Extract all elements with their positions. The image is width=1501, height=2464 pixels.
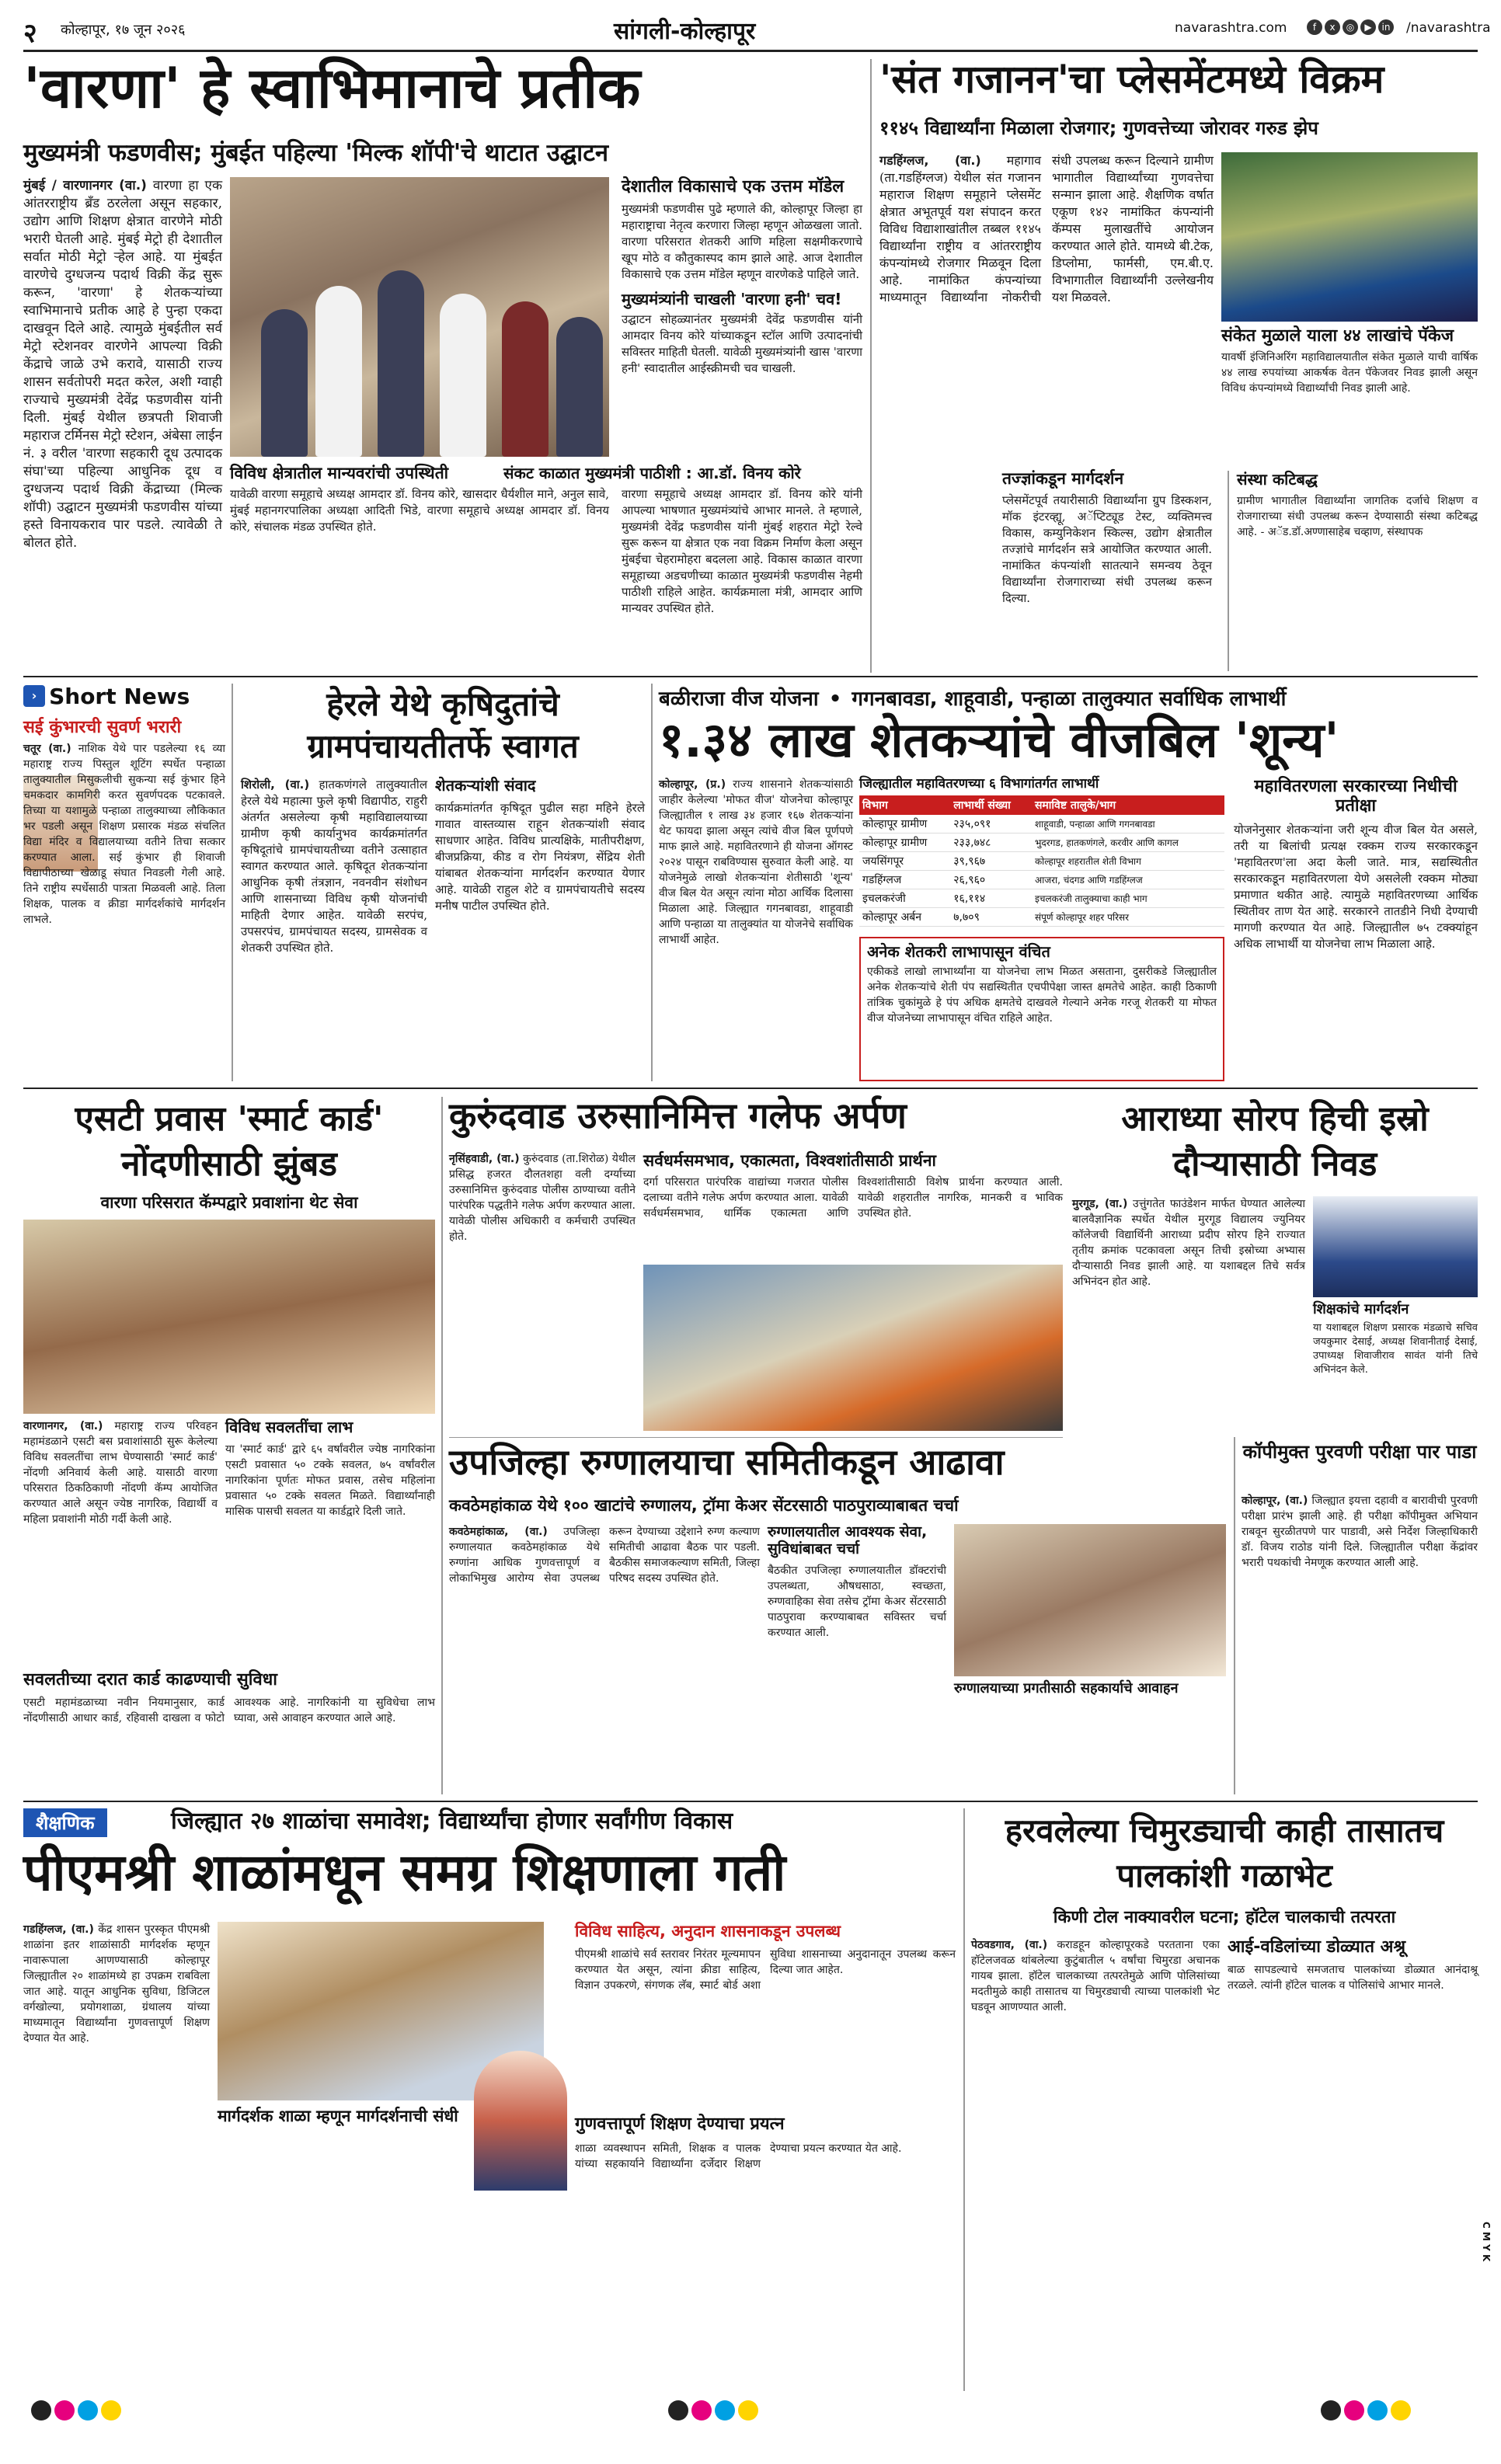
kavathe-caption: रुग्णालयाच्या प्रगतीसाठी सहकार्याचे आवाहन [954,1680,1179,1697]
varana-side-body: मुख्यमंत्री फडणवीस पुढे म्हणाले की, कोल्हापूर जिल्हा हा महाराष्ट्राचा नेतृत्व करणारा जिल्हा म्हणून ओळखला जातो. वारणा परिसरात शेतकरी आणि महिला सक्षमीकरणाचे खूप मोठे व कौतुकास्पद काम झाले आहे. आज देशातील विकासाचे एक उत्तम मॉडेल म्हणून वारणेकडे पाहिले जाते. [622,202,862,282]
st-sub2-body: एसटी महामंडळाच्या नवीन नियमानुसार, कार्ड नोंदणीसाठी आधार कार्ड, रहिवासी दाखला व फोटो आवश्यक आहे. नागरिकांनी या सुविधेचा लाभ घ्यावा, असे आवाहन करण्यात आले आहे. [23,1697,435,1724]
copy-body-text: जिल्ह्यात इयत्ता दहावी व बारावीची पुरवणी परीक्षा प्रारंभ झाली आहे. ही परीक्षा कॉपीमुक्त अभियान राबवून सुरळीतपणे पार पाडावी, असे निर्देश जिल्हाधिकारी डॉ. विजय राठोड यांनी दिले. जिल्ह्यातील परीक्षा केंद्रांवर भरारी पथकांची नेमणूक करण्यात आली आहे. [1242,1495,1478,1569]
varana-headline: 'वारणा' हे स्वाभिमानाचे प्रतीक [23,55,641,120]
baliraja-dateline: कोल्हापूर, (प्र.) [659,778,726,791]
short-news-label [23,684,225,715]
gajanan-effort-head: संस्था कटिबद्ध [1237,470,1318,489]
varana-caption: विविध क्षेत्रातील मान्यवरांची उपस्थिती [230,464,449,482]
varana-body [23,177,222,668]
education-col3-head: गुणवत्तापूर्ण शिक्षण देण्याचा प्रयत्न [575,2114,785,2134]
education-body-text: केंद्र शासन पुरस्कृत पीएमश्री शाळांना इतर शाळांसाठी मार्गदर्शक म्हणून नावारूपाला आणण्यासाठी कोल्हापूर जिल्ह्यातील २० शाळांमध्ये हा उपक्रम राबविला जात आहे. यातून आधुनिक सुविधा, डिजिटल वर्गखोल्या, प्रयोगशाळा, ग्रंथालय यांच्या माध्यमातून विद्यार्थ्यांना गुणवत्तापूर्ण शिक्षण देण्यात येत आहे. [23,1923,211,2045]
krishidoot-col2-body: कार्यक्रमांतर्गत कृषिदूत पुढील सहा महिने हेरले गावात वास्तव्यास राहून शेतकऱ्यांशी संवाद साधणार आहेत. विविध प्रात्यक्षिके, मातीपरीक्षण, बीजप्रक्रिया, कीड व रोग नियंत्रण, सेंद्रिय शेती यांबाबत शेतकऱ्यांना मार्गदर्शन करण्यात येणार आहे. यावेळी राहुल शेटे व ग्रामपंचायतीचे सदस्य मनीष पाटील उपस्थित होते. [435,801,645,913]
baliraja-table-title: जिल्ह्यातील महावितरणच्या ६ विभागांतर्गत लाभार्थी [859,776,1099,792]
x-icon[interactable]: x [1325,19,1340,35]
social-handle: /navarashtra [1406,20,1491,36]
varana-photo [230,177,609,457]
chimurdi-box-body: बाळ सापडल्याचे समजताच पालकांच्या डोळ्यात आनंदाश्रू तरळले. त्यांनी हॉटेल चालक व पोलिसांचे आभार मानले. [1228,1964,1478,1992]
table-header: लाभार्थी संख्या [950,795,1032,815]
table-cell-division: गडहिंग्लज [859,870,950,889]
gajanan-body-text: महागाव (ता.गडहिंग्लज) येथील संत गजानन महाराज शिक्षण समूहाने प्लेसमेंट क्षेत्रात अभूतपूर्व यश संपादन करत विविध विद्याशाखांतील तब्बल ११४५ विद्यार्थ्यांना राष्ट्रीय व आंतरराष्ट्रीय कंपन्यांमध्ये रोजगार मिळवून दिला आहे. नामांकित कंपन्यांच्या माध्यमातून विद्यार्थ्यांना नोकरीची संधी उपलब्ध करून दिल्याने ग्रामीण भागातील विद्यार्थ्यांच्या गुणवत्तेचा सन्मान झाला आहे. शैक्षणिक वर्षात एकूण १४२ नामांकित कंपन्यांनी कॅम्पस मुलाखतींचे आयोजन करण्यात आले होते. यामध्ये बी.टेक, डिप्लोमा, फार्मसी, एम.बी.ए. विभागातील विद्यार्थ्यांनी उल्लेखनीय यश मिळवले. [879,153,1214,305]
chimurdi-box-head: आई-वडिलांच्या डोळ्यात अश्रू [1228,1937,1406,1957]
masthead [23,12,1491,51]
education-caption-body [218,2152,559,2385]
baliraja-headline: १.३४ लाख शेतकऱ्यांचे वीजबिल 'शून्य' [659,712,1339,768]
table-header: विभाग [859,795,950,815]
st-col2-head: विविध सवलतींचा लाभ [225,1418,353,1436]
education-title: जिल्ह्यात २७ शाळांचा समावेश; विद्यार्थ्यांचा होणार सर्वांगीण विकास [171,1808,733,1835]
table-row [859,833,1224,851]
table-cell-count: २६,९६० [950,870,1032,889]
baliraja-title2: गगनबावडा, शाहूवाडी, पन्हाळा तालुक्यात सर्वाधिक लाभार्थी [851,687,1287,711]
table-row [859,907,1224,926]
education-label [23,1808,163,1838]
chimurdi-body-text: कराडहून कोल्हापूरकडे परतताना एका हॉटेलजवळ थांबलेल्या कुटुंबातील ५ वर्षांचा चिमुरडा अचानक गायब झाला. हॉटेल चालकाच्या तत्परतेमुळे आणि पोलिसांच्या मदतीमुळे काही तासातच या चिमुरड्याची त्याच्या पालकांशी भेट घडवून आणण्यात आली. [971,1939,1221,2013]
aaradhya-headline: आराध्या सोरप हिची इस्रो दौऱ्यासाठी निवड [1121,1099,1429,1184]
gajanan-guide-head: तज्ज्ञांकडून मार्गदर्शन [1002,469,1124,488]
table-cell-area: इचलकरंजी तालुक्याचा काही भाग [1032,889,1224,907]
varana-caption-long: यावेळी वारणा समूहाचे अध्यक्ष आमदार डॉ. विनय कोरे, खासदार धैर्यशील माने, अनुल सावे, मुंबई महानगरपालिका अध्यक्षा आदिती भिडे, वारणा समूहाचे अध्यक्ष आमदार डॉ. विनय कोरे, संचालक मंडळ उपस्थित होते. [230,487,609,534]
baliraja-body [659,777,853,1081]
krishidoot-headline: हेरले येथे कृषिदुतांचे ग्रामपंचायतीतर्फे स्वागत [307,685,579,765]
table-cell-division: कोल्हापूर ग्रामीण [859,833,950,851]
table-cell-area: संपूर्ण कोल्हापूर शहर परिसर [1032,907,1224,926]
social-icons [1307,19,1396,35]
kavathe-dateline: कवठेमहांकाळ, (वा.) [449,1526,548,1538]
st-body-text: महाराष्ट्र राज्य परिवहन महामंडळाने एसटी बस प्रवाशांसाठी सुरू केलेल्या विविध सवलतींचा लाभ घेण्यासाठी 'स्मार्ट कार्ड' नोंदणी अनिवार्य केली आहे. यासाठी वारणा परिसरात ठिकठिकाणी नोंदणी कॅम्प आयोजित करण्यात आले असून ज्येष्ठ नागरिक, विद्यार्थी व महिला प्रवाशांनी मोठी गर्दी केली आहे. [23,1420,218,1526]
short-news-text: नाशिक येथे पार पडलेल्या १६ व्या महाराष्ट्र राज्य पिस्तुल शूटिंग स्पर्धेत पन्हाळा तालुक्यातील मिसुकलीची सुकन्या सई कुंभार हिने चमकदार कामगिरी करत सुवर्णपदक पटकावले. तिच्या या यशामुळे पन्हाळा तालुक्याच्या लौकिकात भर पडली असून शिक्षण प्रसारक मंडळ संचलित विद्या मंदिर व विद्यालयाच्या वतीने तिचा सत्कार करण्यात आला. सई कुंभार ही शिवाजी विद्यापीठाच्या खेळाडू संघात निवडली गेली आहे. तिने राष्ट्रीय स्पर्धेसाठी पात्रता मिळवली आहे. तिला शिक्षक, पालक व क्रीडा मार्गदर्शकांचे मार्गदर्शन लाभले. [23,743,226,926]
table-cell-area: भुदरगड, हातकणंगले, करवीर आणि कागल [1032,833,1224,851]
kavathe-subhead: कवठेमहांकाळ येथे १०० खाटांचे रुग्णालय, ट्रॉमा केअर सेंटरसाठी पाठपुराव्याबाबत चर्चा [449,1496,959,1515]
kavathe-body-cont [954,1701,1226,1794]
short-news-body [23,741,225,1081]
kurundwad-body-text: कुरुंदवाड (ता.शिरोळ) येथील प्रसिद्ध हजरत दौलतशहा वली दर्ग्याच्या उरुसानिमित्त कुरुंदवाड पोलीस ठाण्याच्या वतीने पारंपरिक पद्धतीने गलेफ अर्पण करण्यात आला. यावेळी पोलीस अधिकारी व कर्मचारी उपस्थित होते. [449,1153,636,1243]
section-title: सांगली-कोल्हापूर [614,18,756,45]
copy-head: कॉपीमुक्त पुरवणी परीक्षा पार पाडा [1242,1441,1477,1463]
table-cell-division: जयसिंगपूर [859,851,950,870]
varana-crisis-head: संकट काळात मुख्यमंत्री पाठीशी : आ.डॉ. विनय कोरे [503,464,801,482]
varana-crisis-body: वारणा समूहाचे अध्यक्ष आमदार डॉ. विनय कोरे यांनी आपल्या भाषणात मुख्यमंत्र्यांचे आभार मानले. ते म्हणाले, मुख्यमंत्री देवेंद्र फडणवीस यांनी मुंबई शहरात मेट्रो रेल्वे सुरू करून या क्षेत्रात एक नवा विक्रम निर्माण केला असून मुंबईचा चेहरामोहरा बदलला आहे. विकास काळात वारणा समूहाच्या अडचणीच्या काळात मुख्यमंत्री फडणवीस नेहमी पाठीशी राहिले आहेत. कार्यक्रमाला मंत्री, आमदार आणि मान्यवर उपस्थित होते. [622,487,862,615]
education-tag: शैक्षणिक [23,1808,107,1837]
baliraja-right-body: योजनेनुसार शेतकऱ्यांना जरी शून्य वीज बिल येत असले, तरी या बिलांची प्रत्यक्ष रक्कम राज्य सरकारकडून 'महावितरण'ला अदा केली जाते. मात्र, सद्यस्थितीत सरकारकडून महावितरणला येणे असलेली रक्कम मोठ्या प्रमाणात थकीत आहे. त्यामुळे महावितरणच्या आर्थिक स्थितीवर ताण येत आहे. सरकारने तातडीने निधी देण्याची मागणी करण्यात येत आहे. जिल्ह्यातील ७५ टक्क्यांहून अधिक लाभार्थी या योजनेचा लाभ मिळाला आहे. [1234,823,1478,951]
education-body [23,1922,210,2388]
chimurdi-headline: हरवलेल्या चिमुरड्याची काही तासातच पालकांशी गळाभेट [1005,1811,1444,1895]
copy-dateline: कोल्हापूर, (वा.) [1242,1495,1308,1507]
gajanan-effort [1228,471,1478,671]
chimurdi-dateline: पेठवडगाव, (वा.) [971,1939,1048,1951]
aaradhya-box-head: शिक्षकांचे मार्गदर्शन [1313,1301,1409,1317]
kavathe-body [449,1524,760,1794]
date-line: कोल्हापूर, १७ जून २०२६ [61,22,186,38]
table-cell-count: ३९,९६७ [950,851,1032,870]
baliraja-titlebar: बळीराजा वीज योजना • गगनबावडा, शाहूवाडी, पन्हाळा तालुक्यात सर्वाधिक लाभार्थी [659,687,1287,711]
table-header: समाविष्ट तालुके/भाग [1032,795,1224,815]
varana-subhead: मुख्यमंत्री फडणवीस; मुंबईत पहिल्या 'मिल्क शॉपी'चे थाटात उद्घाटन [23,139,609,167]
kavathe-headline: उपजिल्हा रुग्णालयाचा समितीकडून आढावा [449,1441,1005,1483]
aaradhya-photo [1313,1196,1478,1297]
cmyk-mark: C M Y K [1481,2222,1492,2262]
aaradhya-box-body: या यशाबद्दल शिक्षण प्रसारक मंडळाचे सचिव जयकुमार देसाई, अध्यक्ष शिवानीताई देसाई, उपाध्यक्ष शिवाजीराव सावंत यांनी तिचे अभिनंदन केले. [1313,1321,1478,1376]
table-cell-division: कोल्हापूर ग्रामीण [859,815,950,834]
table-cell-count: ७,७०९ [950,907,1032,926]
table-cell-area: कोल्हापूर शहरातील शेती विभाग [1032,851,1224,870]
baliraja-right-head: महावितरणला सरकारच्या निधीची प्रतीक्षा [1254,777,1457,816]
krishidoot-dateline: शिरोली, (वा.) [241,778,310,792]
baliraja-box [859,937,1224,1081]
krishidoot-body-text: हातकणंगले तालुक्यातील हेरले येथे महात्मा फुले कृषी विद्यापीठ, राहुरी अंतर्गत असलेल्या कृषी महाविद्यालयाच्या ग्रामीण कृषी कार्यानुभव कार्यक्रमांतर्गत कृषिदूतांचे ग्रामपंचायतीच्या वतीने उत्साहात स्वागत करण्यात आले. कृषिदूत शेतकऱ्यांना आधुनिक कृषी तंत्रज्ञान, नवनवीन संशोधन आणि शासनाच्या विविध कृषी योजनांची माहिती देणार आहेत. यावेळी सरपंच, उपसरपंच, ग्रामपंचायत सदस्य, ग्रामसेवक व शेतकरी उपस्थित होते. [241,778,427,955]
kurundwad-photo [643,1265,1063,1431]
education-dateline: गडहिंग्लज, (वा.) [23,1923,94,1936]
baliraja-body-text: राज्य शासनाने शेतकऱ्यांसाठी जाहीर केलेल्या 'मोफत वीज' योजनेचा कोल्हापूर जिल्ह्यातील १ लाख ३४ हजार १६७ शेतकऱ्यांना थेट फायदा झाला असून त्यांचे वीज बिल पूर्णपणे माफ झाले आहे. महावितरणाने ही योजना ऑगस्ट २०२४ पासून राबविण्यास सुरुवात केली आहे. या योजनेमुळे लाखो शेतकऱ्यांना शेतीसाठी 'शून्य' वीज बिल येत असून त्यांना मोठा आर्थिक दिलासा मिळाला आहे. जिल्ह्यात गगनबावडा, शाहूवाडी आणि पन्हाळा या तालुक्यांत या योजनेचे सर्वाधिक लाभार्थी आहेत. [659,778,853,946]
kurundwad-col2-head: सर्वधर्मसमभाव, एकात्मता, विश्वशांतीसाठी प्रार्थना [643,1151,936,1170]
short-news-title: Short News [49,684,190,709]
kurundwad-headline: कुरुंदवाड उरुसानिमित्त गलेफ अर्पण [449,1095,907,1136]
kavathe-photo [954,1524,1226,1676]
kurundwad-body [449,1151,636,1431]
st-subhead: वारणा परिसरात कॅम्पद्वारे प्रवाशांना थेट सेवा [100,1193,358,1212]
kavathe-col2-body: बैठकीत उपजिल्हा रुग्णालयातील डॉक्टरांची उपलब्धता, औषधसाठा, स्वच्छता, रुग्णवाहिका सेवा तसेच ट्रॉमा केअर सेंटरसाठी पाठपुरावा करण्याबाबत सविस्तर चर्चा करण्यात आली. [768,1564,946,1639]
gajanan-guide-body: प्लेसमेंटपूर्व तयारीसाठी विद्यार्थ्यांना ग्रुप डिस्कशन, मॉक इंटरव्ह्यू, अॅप्टिट्यूड टेस्ट, व्यक्तिमत्त्व विकास, कम्युनिकेशन स्किल्स, उद्योग क्षेत्रातील तज्ज्ञांचे मार्गदर्शन सत्रे आयोजित करण्यात आली. नामांकित कंपन्यांशी सातत्याने समन्वय ठेवून विद्यार्थ्यांना रोजगाराच्या संधी उपलब्ध करून दिल्या. [1002,493,1212,605]
linkedin-icon[interactable]: in [1378,19,1394,35]
short-news-head: सई कुंभारची सुवर्ण भरारी [23,718,182,737]
website[interactable]: navarashtra.com [1175,20,1287,36]
beneficiary-table [859,795,1224,927]
table-row [859,870,1224,889]
copy-body [1242,1493,1478,1794]
education-col2-head: विविध साहित्य, अनुदान शासनाकडून उपलब्ध [575,1922,841,1940]
varana-side-head: देशातील विकासाचे एक उत्तम मॉडेल [622,177,845,197]
varana-body-text: वारणा हा एक आंतरराष्ट्रीय ब्रँड ठरलेला असून सहकार, उद्योग आणि शिक्षण क्षेत्रात वारणेने मोठी भरारी घेतली आहे. मुंबई मेट्रो ही देशातील सर्वात मोठी मेट्रो ऱ्हेल आहे. या मुंबईत वारणेचे दुग्धजन्य पदार्थ विक्री केंद्र सुरू करून, 'वारणा' हे शेतकऱ्यांच्या स्वाभिमानाचे प्रतीक आहे हे पुन्हा एकदा दाखवून दिले आहे. त्यामुळे मुंबईतील सर्व मेट्रो स्टेशनवर वारणेने आपल्या विक्री केंद्राचे जाळे उभे करावे, यासाठी राज्य शासन सर्वतोपरी मदत करेल, अशी ग्वाही राज्याचे मुख्यमंत्री देवेंद्र फडणवीस यांनी दिली. मुंबई येथील छत्रपती शिवाजी महाराज टर्मिनस मेट्रो स्टेशन, अंबेसा लाईन नं. ३ वरील 'वारणा सहकारी दूध उत्पादक संघा'च्या पहिल्या आधुनिक दूध व दुग्धजन्य पदार्थ विक्री केंद्राच्या (मिल्क शॉपी) उद्घाटन मुख्यमंत्री फडणवीस यांच्या हस्ते विनायकराव पार पडले. त्यावेळी ते बोलत होते. [23,178,223,551]
table-cell-division: इचलकरंजी [859,889,950,907]
table-cell-area: शाहूवाडी, पन्हाळा आणि गगनबावडा [1032,815,1224,834]
st-sub2-head: सवलतीच्या दरात कार्ड काढण्याची सुविधा [23,1670,277,1690]
varana-side [622,177,862,454]
table-cell-count: २३३,७४८ [950,833,1032,851]
table-row [859,889,1224,907]
education-col3-body: शाळा व्यवस्थापन समिती, शिक्षक व पालक यांच्या सहकार्याने विद्यार्थ्यांना दर्जेदार शिक्षण देण्याचा प्रयत्न करण्यात येत आहे. [575,2142,902,2170]
gajanan-dateline: गडहिंग्लज, (वा.) [879,153,981,168]
kurundwad-col2-body: दर्गा परिसरात पारंपरिक वाद्यांच्या गजरात पोलीस दलाच्या वतीने गलेफ अर्पण करण्यात आला. यावेळी सर्वधर्मसमभाव, धार्मिक एकात्मता आणि विश्वशांतीसाठी विशेष प्रार्थना करण्यात आली. यावेळी शहरातील नागरिक, मानकरी व भाविक उपस्थित होते. [643,1176,1063,1220]
table-cell-count: २३५,०९१ [950,815,1032,834]
gajanan-body [879,152,1214,466]
krishidoot-col2-head: शेतकऱ्यांशी संवाद [435,776,536,795]
education-caption: मार्गदर्शक शाळा म्हणून मार्गदर्शनाची संधी [218,2107,458,2125]
st-headline: एसटी प्रवास 'स्मार्ट कार्ड' नोंदणीसाठी झुंबड [75,1099,384,1184]
facebook-icon[interactable]: f [1307,19,1322,35]
aaradhya-dateline: मुरगूड, (वा.) [1072,1198,1128,1210]
varana-quote-body: उद्घाटन सोहळ्यानंतर मुख्यमंत्री देवेंद्र फडणवीस यांनी आमदार विनय कोरे यांच्याकडून स्टॉल आणि उत्पादनांची सविस्तर माहिती घेतली. यावेळी मुख्यमंत्र्यांनी खास 'वारणा हनी' स्वादातील आईस्क्रीमची चव चाखली. [622,312,862,376]
gajanan-subhead: ११४५ विद्यार्थ्यांना मिळाला रोजगार; गुणवत्तेच्या जोरावर गरुड झेप [879,117,1318,139]
education-col2-body: पीएमश्री शाळांचे सर्व स्तरावर निरंतर मूल्यमापन करण्यात येत असून, त्यांना क्रीडा साहित्य, विज्ञान उपकरणे, संगणक लॅब, स्मार्ट बोर्ड अशा सुविधा शासनाच्या अनुदानातून उपलब्ध करून दिल्या जात आहेत. [575,1948,956,1992]
table-cell-area: आजरा, चंदगड आणि गडहिंग्लज [1032,870,1224,889]
registration-dots-right [1321,2400,1476,2431]
st-body [23,1418,218,1667]
gajanan-effort-body: ग्रामीण भागातील विद्यार्थ्यांना जागतिक दर्जाचे शिक्षण व रोजगाराच्या संधी उपलब्ध करून देण्यासाठी संस्था कटिबद्ध आहे. - अॅड.डॉ.अण्णासाहेब चव्हाण, संस्थापक [1237,495,1478,538]
kavathe-body-text: उपजिल्हा रुग्णालयात कवठेमहांकाळ येथे रुग्णांना आधिक गुणवत्तापूर्ण व लोकाभिमुख आरोग्य सेवा उपलब्ध करून देण्याच्या उद्देशाने रुग्ण कल्याण समितीची आढावा बैठक पार पडली. बैठकीस समाजकल्याण समिती, जिल्हा परिषद सदस्य उपस्थित होते. [449,1526,760,1585]
registration-dots-center [668,2400,824,2431]
table-cell-division: कोल्हापूर अर्बन [859,907,950,926]
table-row [859,815,1224,834]
gajanan-body-cont [879,469,996,671]
baliraja-box-body: एकीकडे लाखो लाभार्थ्यांना या योजनेचा लाभ मिळत असताना, दुसरीकडे जिल्ह्यातील अनेक शेतकऱ्यांचे शेती पंप सद्यस्थितीत एचपीपेक्षा जास्त क्षमतेचे आहेत. काही ठिकाणी तांत्रिक चुकांमुळे हे पंप अधिक क्षमतेचे दाखवले गेल्याने अनेक गरजू शेतकरी या मोफत वीज योजनेच्या लाभापासून वंचित राहिले आहेत. [867,966,1217,1025]
gajanan-headline: 'संत गजानन'चा प्लेसमेंटमध्ये विक्रम [879,57,1384,102]
aaradhya-body [1072,1196,1305,1429]
baliraja-table [859,777,1224,932]
st-photo [23,1220,435,1414]
st-dateline: वारणानगर, (वा.) [23,1420,103,1432]
aaradhya-box [1313,1302,1478,1429]
kavathe-col2-head: रुग्णालयातील आवश्यक सेवा, सुविधांबाबत चर्चा [768,1523,928,1557]
gajanan-photo [1221,152,1478,322]
education-headline: पीएमश्री शाळांमधून समग्र शिक्षणाला गती [23,1843,786,1902]
registration-dots-left [31,2400,186,2431]
kurundwad-dateline: नृसिंहवाडी, (वा.) [449,1153,520,1165]
gajanan-box-head: संकेत मुळाले याला ४४ लाखांचे पॅकेज [1221,326,1454,346]
chimurdi-subhead: किणी टोल नाक्यावरील घटना; हॉटेल चालकाची तत्परता [1053,1908,1396,1927]
instagram-icon[interactable]: ◎ [1343,19,1358,35]
chimurdi-body [971,1937,1220,2388]
krishidoot-body [241,777,427,1081]
baliraja-box-head: अनेक शेतकरी लाभापासून वंचित [867,942,1050,961]
arrow-right-icon: › [23,685,45,707]
st-col2-body: या 'स्मार्ट कार्ड' द्वारे ६५ वर्षांवरील ज्येष्ठ नागरिकांना एसटी प्रवासात ५० टक्के सवलत, ७५ वर्षांवरील नागरिकांना पूर्णतः मोफत प्रवास, तसेच महिलांना प्रवासात ५० टक्के सवलत मिळते. विद्यार्थ्यांनाही मासिक पासची सवलत या कार्डद्वारे दिली जाते. [225,1443,435,1518]
table-cell-count: १६,११४ [950,889,1032,907]
page-number: २ [23,18,37,49]
varana-dateline: मुंबई / वारणानगर (वा.) [23,178,147,193]
gajanan-box-body: यावर्षी इंजिनिअरिंग महाविद्यालयातील संकेत मुळाले याची वार्षिक ४४ लाख रुपयांच्या आकर्षक वेतन पॅकेजवर निवड झाली असून विविध कंपन्यांमध्ये विद्यार्थ्यांची निवड झाली आहे. [1221,351,1478,395]
aaradhya-body-text: उत्तुंगतेत फाउंडेशन मार्फत घेण्यात आलेल्या बालवैज्ञानिक स्पर्धेत येथील मुरगूड विद्यालय ज्युनियर कॉलेजची विद्यार्थिनी आराध्या प्रदीप सोरप हिने राज्यात तृतीय क्रमांक पटकावला असून तिची इस्रोच्या अभ्यास दौऱ्यासाठी निवड झाली आहे. या यशाबद्दल तिचे सर्वत्र अभिनंदन होत आहे. [1072,1198,1305,1288]
varana-quote-head: मुख्यमंत्र्यांनी चाखली 'वारणा हनी' चव! [622,290,842,309]
short-news-dateline: चतूर (वा.) [23,743,71,755]
baliraja-title: बळीराजा वीज योजना [659,687,819,711]
table-row [859,851,1224,870]
youtube-icon[interactable]: ▶ [1360,19,1376,35]
